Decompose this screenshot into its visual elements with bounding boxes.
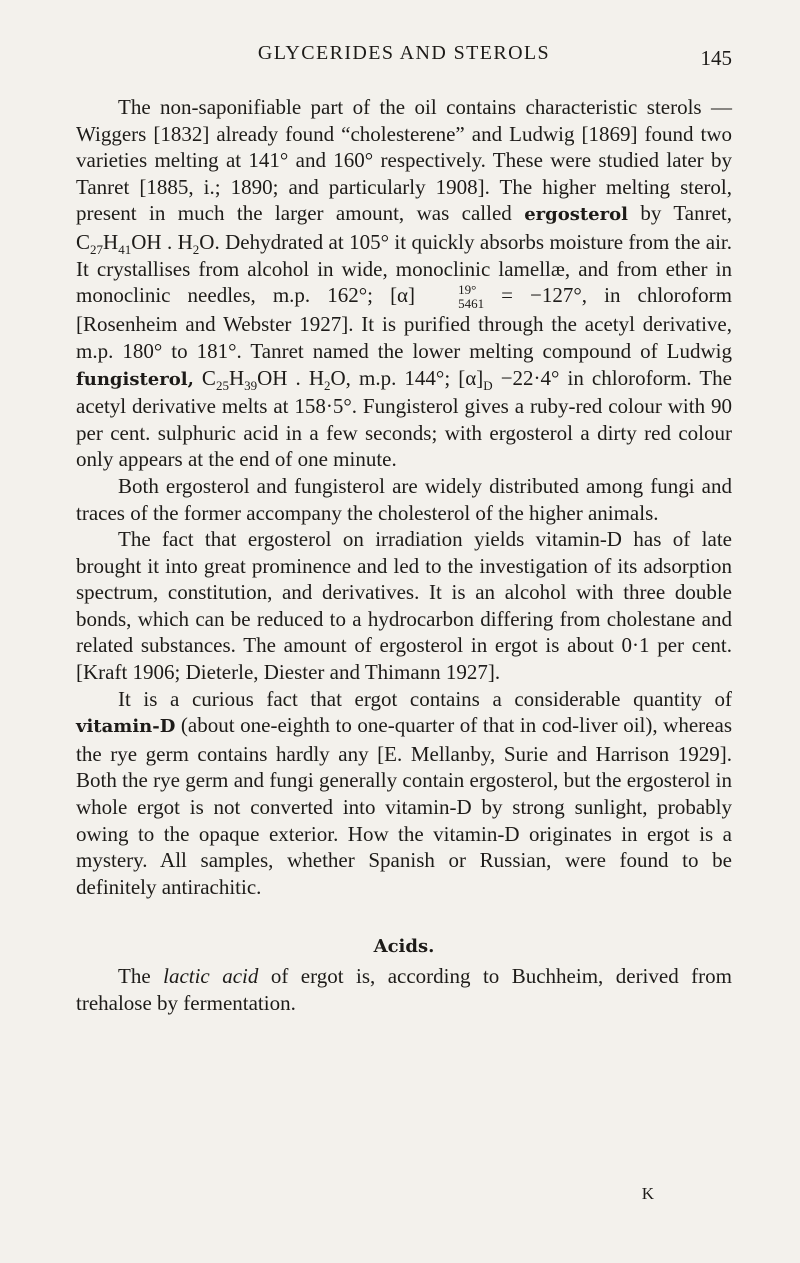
term-vitamin-d: vitamin-D [76,716,176,738]
running-head [76,40,732,76]
term-ergosterol: ergosterol [524,204,628,226]
term-fungisterol: fungisterol, [76,368,194,390]
section-heading-acids: Acids. [373,936,435,958]
term-lactic-acid: lactic acid [163,964,259,989]
page-number: 145 [700,46,732,70]
paragraph-vitamin-d: It is a curious fact that ergot contains a considerable quantity of vitamin-D (about one-eighth to one-quarter of that in cod-liver oil), whereas the rye germ contains hardly any [E. Mellanby, Surie and Harrison 1929]. Both the rye germ and fungi generally contain ergosterol, but the ergosterol in whole ergot is not converted into vitamin-D by strong sunlight, probably owing to the opaque exterior. How the vitamin-D originates in ergot is a mystery. All samples, whether Spanish or Russian, were found to be definitely antirachitic. [76,686,732,899]
paragraph-distribution: Both ergosterol and fungisterol are widely distributed among fungi and traces of the former accompany the cholesterol of the higher animals. [76,473,732,525]
signature-mark: K [641,1184,654,1203]
paragraph-sterols: The non-saponifiable part of the oil contains characteristic sterols — Wiggers [1832] already found “cholesterene” and Ludwig [1869] found two varieties melting at 141° and 160° respectively. These were studied later by Tanret [1885, i.; 1890; and particularly 1908]. The higher melting sterol, present in much the larger amount, was called ergosterol by Tanret, $C_{27}H_{41}OH$ . $H_2O$. Dehydrated at 105° it quickly absorbs moisture from the air. It crystallises from alcohol in wide, monoclinic lamellæ, and from ether in monoclinic needles, m.p. 162°; [α] 19° 5461 = −127°, in chloroform [Rosenheim and Webster 1927]. It is purified through the acetyl derivative, m.p. 180° to 181°. Tanret named the lower melting compound of Ludwig fungisterol, $C_{25}H_{39}OH$ . $H_2O$, m.p. 144°; $[\alpha]_D -22\cdot 4^\circ$ in chloroform. The acetyl derivative melts at 158·5°. Fungisterol gives a ruby-red colour with 90 per cent. sulphuric acid in a few seconds; with ergosterol a dirty red colour only appears at the end of one minute. [76,95,733,472]
paragraph-lactic-acid: The lactic acid of ergot is, according to Buchheim, derived from trehalose by fermentation. [76,964,732,1015]
running-head-title: GLYCERIDES AND STEROLS [257,42,551,64]
paragraph-irradiation: The fact that ergosterol on irradiation yields vitamin-D has of late brought it into great prominence and led to the investigation of its adsorption spectrum, constitution, and derivatives. It is an alcohol with three double bonds, which can be reduced to a hydrocarbon differing from cholestane and related substances. The amount of ergosterol in ergot is about 0·1 per cent. [Kraft 1906; Dieterle, Diester and Thimann 1927]. [76,527,732,685]
